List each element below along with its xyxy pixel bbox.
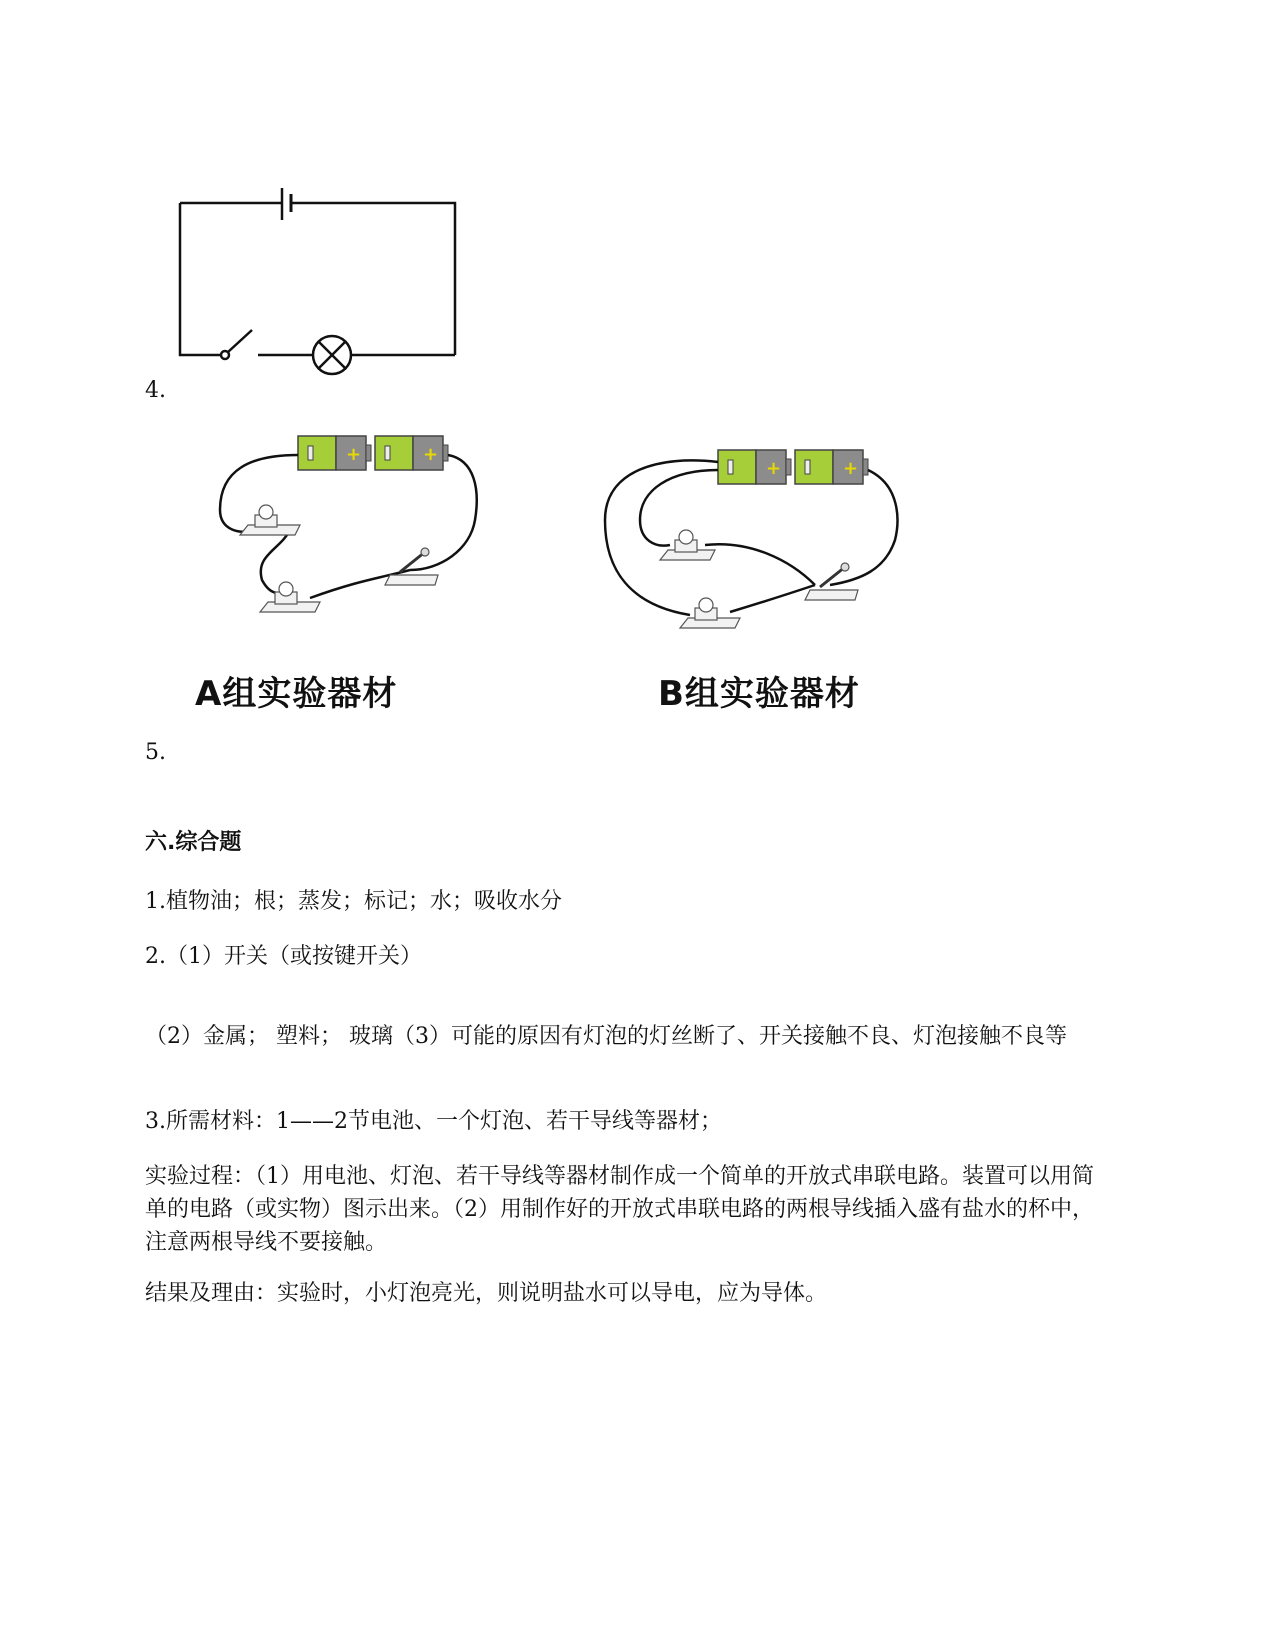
item-number-5: 5.: [145, 740, 166, 765]
switch-pivot: [221, 351, 229, 359]
group-a-battery-1: [298, 436, 371, 470]
svg-text:+: +: [423, 444, 439, 465]
answer-2-part-2: （2）金属； 塑料； 玻璃（3）可能的原因有灯泡的灯丝断了、开关接触不良、灯泡接触不良等: [145, 1024, 1067, 1049]
caption-group-a: A组实验器材: [195, 674, 398, 714]
answer-3-materials: 3.所需材料：1——2节电池、一个灯泡、若干导线等器材；: [145, 1109, 722, 1134]
wire-top-right: [291, 203, 455, 355]
svg-text:+: +: [843, 458, 859, 479]
circuit-diagram: [170, 180, 470, 380]
group-b-apparatus: [600, 440, 910, 640]
group-a-apparatus: [210, 430, 500, 630]
group-a-bulb-1: [240, 505, 300, 535]
group-b-wire-right: [830, 470, 897, 585]
group-b-wire-mid: [705, 544, 815, 585]
caption-group-b: B组实验器材: [658, 674, 860, 714]
answer-3-result: 结果及理由：实验时，小灯泡亮光，则说明盐水可以导电，应为导体。: [145, 1281, 828, 1306]
group-b-battery-1: [718, 450, 791, 484]
group-b-wire-low: [730, 585, 815, 612]
wire-left: [180, 203, 220, 355]
switch-lever: [228, 330, 252, 352]
answer-3-process: 实验过程：（1）用电池、灯泡、若干导线等器材制作成一个简单的开放式串联电路。装置可以用简单的电路（或实物）图示出来。（2）用制作好的开放式串联电路的两根导线插入盛有盐水的杯中，注意两根导线不要接触。: [145, 1164, 1095, 1255]
answer-1: 1.植物油；根；蒸发；标记；水；吸收水分: [145, 889, 562, 914]
svg-text:+: +: [346, 444, 362, 465]
answer-2-part-1: 2.（1）开关（或按键开关）: [145, 944, 422, 969]
item-number-4: 4.: [145, 378, 166, 403]
group-a-wire-2: [410, 455, 477, 570]
group-b-battery-2: [795, 450, 868, 484]
section-title: 六.综合题: [145, 830, 242, 855]
svg-text:+: +: [766, 458, 782, 479]
group-a-battery-2: [375, 436, 448, 470]
